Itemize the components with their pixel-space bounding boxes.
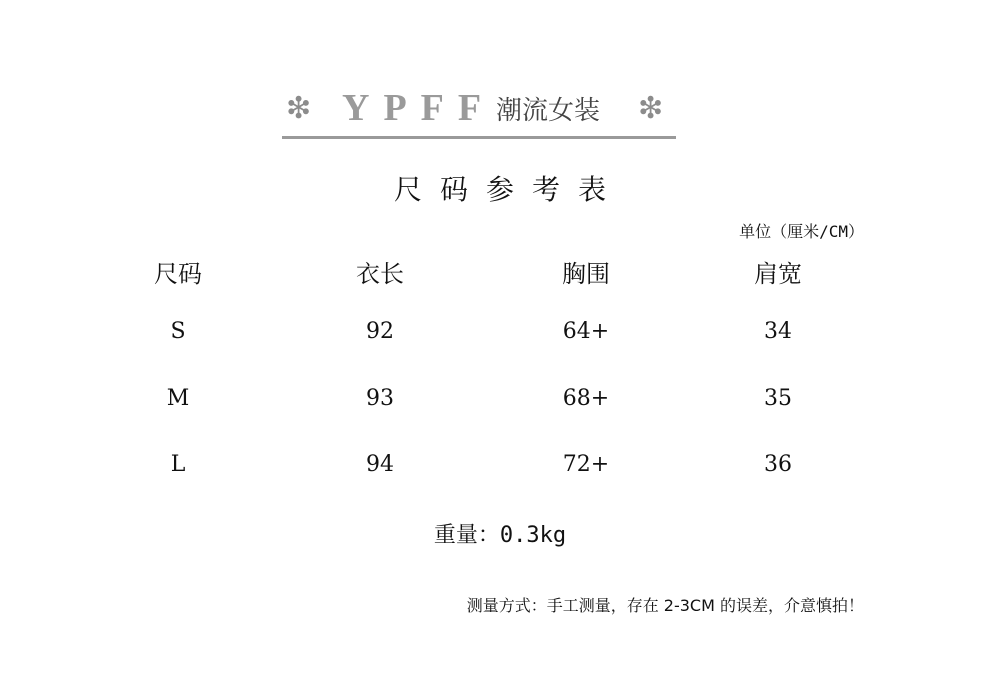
table-cell: S xyxy=(170,319,186,344)
snowflake-icon: ❇ xyxy=(638,91,664,126)
header-length: 衣长 xyxy=(356,260,404,288)
measurement-note: 测量方式：手工测量，存在 2-3CM 的误差，介意慎拍！ xyxy=(466,596,864,615)
weight-label: 重量： xyxy=(433,523,500,548)
snowflake-icon: ❇ xyxy=(286,91,312,126)
table-cell: 35 xyxy=(764,386,792,411)
weight-value: 0.3kg xyxy=(499,523,567,548)
weight-line xyxy=(0,518,1000,549)
unit-label: 单位（厘米/CM） xyxy=(739,222,864,241)
brand-header xyxy=(282,88,676,139)
table-cell: 68+ xyxy=(562,386,610,411)
header-shoulder: 肩宽 xyxy=(754,260,802,288)
table-cell: M xyxy=(166,386,190,411)
table-cell: 93 xyxy=(366,386,394,411)
brand-latin-name: YPFF xyxy=(342,87,496,129)
table-cell: 36 xyxy=(764,452,792,477)
table-cell: 94 xyxy=(366,452,394,477)
table-cell: 34 xyxy=(764,319,792,344)
table-cell: L xyxy=(170,452,186,477)
header-size: 尺码 xyxy=(154,260,202,288)
table-cell: 92 xyxy=(366,319,394,344)
table-cell: 72+ xyxy=(562,452,610,477)
brand-chinese-name: 潮流女装 xyxy=(496,96,601,126)
table-cell: 64+ xyxy=(562,319,610,344)
header-bust: 胸围 xyxy=(562,260,610,288)
page-title: 尺码参考表 xyxy=(393,173,624,206)
